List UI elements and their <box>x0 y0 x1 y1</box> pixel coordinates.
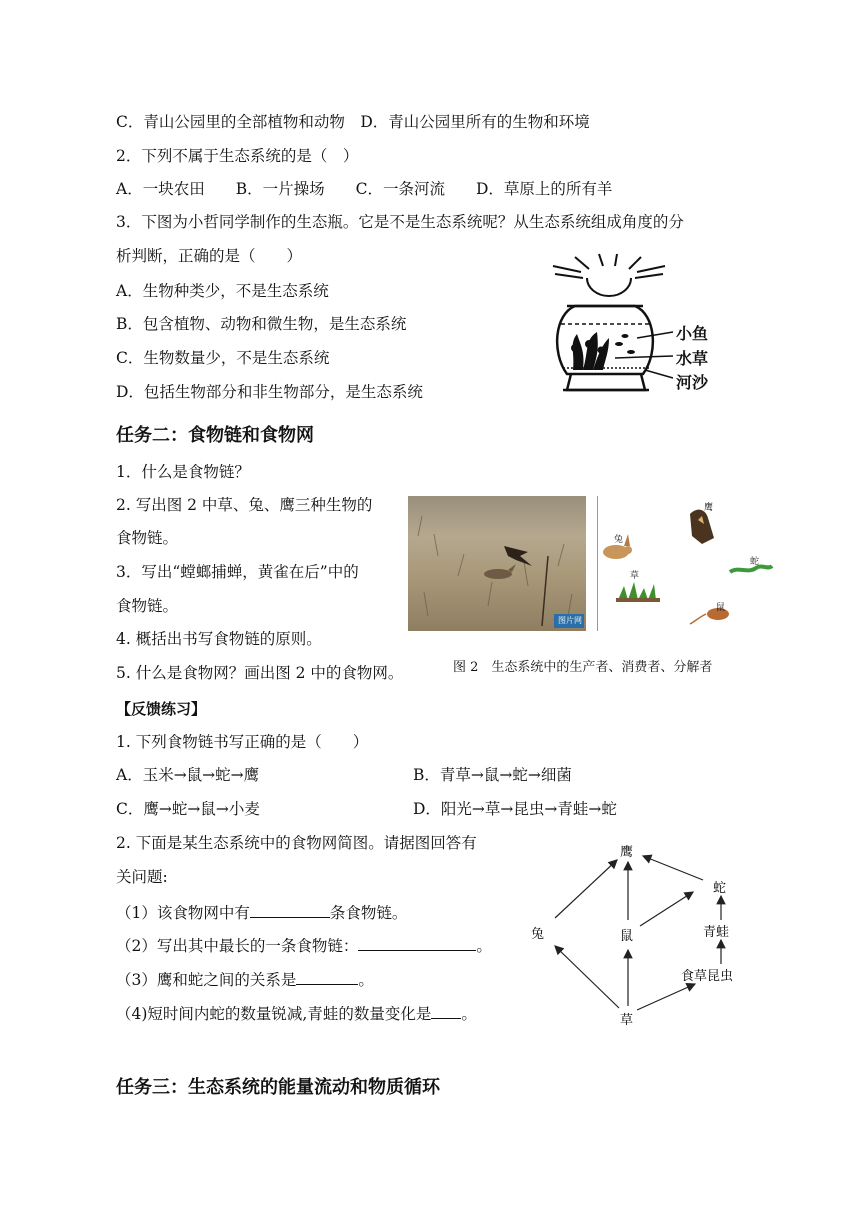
question-2-options: A．一块农田 B．一片操场 C．一条河流 D．草原上的所有羊 <box>116 180 613 198</box>
panel-label-snake: 蛇 <box>750 557 760 567</box>
q1-options-c-d: C．青山公园里的全部植物和动物 D．青山公园里所有的生物和环境 <box>116 113 590 131</box>
fish-icon <box>615 334 635 354</box>
feedback-sub1: （1）该食物网中有 条食物链。 <box>116 901 407 923</box>
feedback-q2-line1: 2. 下面是某生态系统中的食物网简图。请据图回答有 <box>116 834 477 852</box>
edge-rabbit-eagle <box>555 860 617 918</box>
task2-q4: 4. 概括出书写食物链的原则。 <box>116 630 322 648</box>
answer-blank[interactable] <box>296 968 358 985</box>
question-3-option-c: C．生物数量少，不是生态系统 <box>116 349 330 367</box>
sun-icon <box>553 254 665 296</box>
edge-mouse-snake <box>640 892 693 926</box>
eagle-icon <box>504 546 532 566</box>
food-web-node-eagle: 鹰 <box>620 845 634 860</box>
question-3-option-d: D．包括生物部分和非生物部分，是生态系统 <box>116 383 423 401</box>
food-web-node-rabbit: 兔 <box>531 927 545 942</box>
feedback-sub2: （2）写出其中最长的一条食物链： 。 <box>116 934 492 956</box>
bottle-label-weed: 水草 <box>676 349 709 368</box>
answer-blank[interactable] <box>431 1002 461 1019</box>
feedback-sub4: （4)短时间内蛇的数量锐减,青蛙的数量变化是 。 <box>116 1002 477 1024</box>
feedback-q1-option-b: B．青草→鼠→蛇→细菌 <box>413 766 572 784</box>
bottle-label-sand: 河沙 <box>676 373 709 392</box>
edge-grass-insect <box>637 984 695 1010</box>
question-2: 2．下列不属于生态系统的是（ ） <box>116 147 359 165</box>
task2-q2-line1: 2. 写出图 2 中草、兔、鹰三种生物的 <box>116 496 373 514</box>
task2-q3-line2: 食物链。 <box>116 597 179 615</box>
water-weed-icon <box>571 332 609 370</box>
bottle-label-fish: 小鱼 <box>676 324 709 343</box>
question-3-line1: 3．下图为小哲同学制作的生态瓶。它是不是生态系统呢？从生态系统组成角度的分 <box>116 213 684 231</box>
feedback-sub3: （3）鹰和蛇之间的关系是 。 <box>116 968 374 990</box>
feedback-heading: 【反馈练习】 <box>116 700 207 718</box>
task2-q5: 5. 什么是食物网？画出图 2 中的食物网。 <box>116 664 404 682</box>
question-3-option-b: B．包含植物、动物和微生物，是生态系统 <box>116 315 407 333</box>
answer-blank[interactable] <box>358 934 476 951</box>
edge-grass-rabbit <box>555 946 619 1008</box>
food-web-node-frog: 青蛙 <box>703 925 730 940</box>
eagle-icon <box>690 510 714 544</box>
task3-heading: 任务三：生态系统的能量流动和物质循环 <box>116 1077 440 1098</box>
feedback-q1: 1. 下列食物链书写正确的是（ ） <box>116 733 369 751</box>
photo-watermark: 图片网 <box>558 616 582 625</box>
task2-q2-line2: 食物链。 <box>116 529 179 547</box>
feedback-q1-option-c: C．鹰→蛇→鼠→小麦 <box>116 800 260 818</box>
task2-heading: 任务二：食物链和食物网 <box>116 425 314 446</box>
task2-q1: 1．什么是食物链？ <box>116 463 250 481</box>
figure-2-caption: 图 2 生态系统中的生产者、消费者、分解者 <box>453 660 713 675</box>
rabbit-icon <box>484 564 516 579</box>
panel-label-eagle: 鹰 <box>704 503 714 513</box>
question-3-option-a: A．生物种类少，不是生态系统 <box>116 282 329 300</box>
grass-icon <box>616 582 660 602</box>
panel-label-rabbit: 兔 <box>614 535 624 545</box>
feedback-q1-option-a: A．玉米→鼠→蛇→鹰 <box>116 766 260 784</box>
organism-panel <box>597 496 778 631</box>
food-web-node-snake: 蛇 <box>713 881 727 896</box>
feedback-q1-option-d: D．阳光→草→昆虫→青蛙→蛇 <box>413 800 617 818</box>
food-web-diagram <box>525 840 750 1030</box>
answer-blank[interactable] <box>250 901 330 918</box>
food-web-node-insect: 食草昆虫 <box>681 969 734 984</box>
food-web-node-mouse: 鼠 <box>620 929 634 944</box>
panel-label-grass: 草 <box>630 571 640 581</box>
eagle-rabbit-photo <box>408 496 586 631</box>
panel-label-mouse: 鼠 <box>716 603 726 613</box>
food-web-node-grass: 草 <box>620 1013 634 1028</box>
feedback-q2-line2: 关问题: <box>116 868 168 886</box>
edge-snake-eagle <box>643 856 703 880</box>
question-3-line2: 析判断，正确的是（ ） <box>116 247 303 265</box>
task2-q3-line1: 3．写出“螳螂捕蝉，黄雀在后”中的 <box>116 563 359 581</box>
